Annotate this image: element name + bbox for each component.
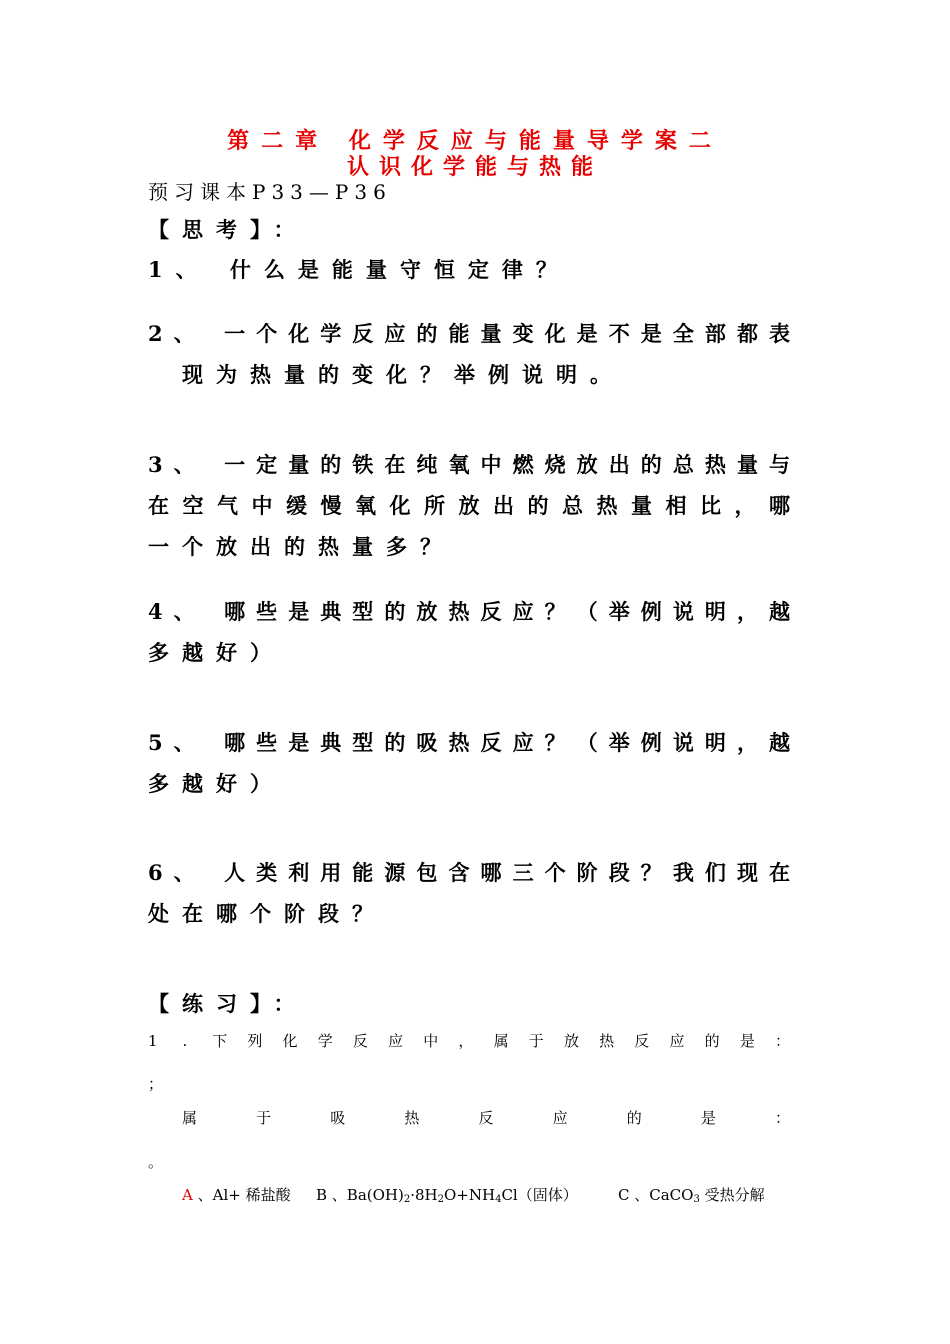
option-b-sub-2: 2 xyxy=(437,1194,444,1205)
question-5-line-1: 5、 哪些是典型的吸热反应？（举例说明，越 xyxy=(148,730,790,755)
question-1: 1、 什么是能量守恒定律？ xyxy=(148,257,570,282)
question-6-line-2: 处在哪个阶段？ xyxy=(148,901,386,926)
practice-1-line-2: ； xyxy=(148,1075,164,1093)
option-c-sub: 3 xyxy=(693,1194,700,1205)
option-c xyxy=(618,1184,765,1205)
option-a-letter: A xyxy=(182,1186,193,1204)
option-b-text-3: O+NH xyxy=(444,1186,496,1204)
question-4-line-1: 4、 哪些是典型的放热反应？（举例说明，越 xyxy=(148,599,790,624)
question-2-line-1: 2、 一个化学反应的能量变化是不是全部都表 xyxy=(148,321,790,346)
question-4-line-2: 多越好） xyxy=(148,640,284,665)
question-2-line-2: 现为热量的变化？举例说明。 xyxy=(182,362,624,387)
option-a-text: 、Al+ 稀盐酸 xyxy=(197,1186,291,1204)
option-b-text-4: Cl（固体） xyxy=(501,1186,578,1204)
practice-1-line-1: 1 . 下列化学反应中，属于放热反应的是： xyxy=(148,1032,790,1050)
question-6-line-1: 6、 人类利用能源包含哪三个阶段？我们现在 xyxy=(148,860,790,885)
thinking-heading: 【思考】： xyxy=(148,217,308,242)
option-a xyxy=(182,1184,291,1205)
practice-1-line-4: 。 xyxy=(148,1153,164,1171)
option-b xyxy=(316,1184,578,1205)
preview-line: 预习课本P33—P36 xyxy=(148,180,392,204)
option-b-text-1: B 、Ba(OH) xyxy=(316,1186,404,1204)
question-3-line-1: 3、 一定量的铁在纯氧中燃烧放出的总热量与 xyxy=(148,452,790,477)
practice-heading: 【练习】： xyxy=(148,991,308,1016)
option-b-text-2: ·8H xyxy=(410,1186,438,1204)
question-3-line-3: 一个放出的热量多？ xyxy=(148,534,454,559)
title-line-2: 认识化学能与热能 xyxy=(346,154,603,180)
option-c-text-1: C 、CaCO xyxy=(618,1186,694,1204)
practice-1-line-3: 属 于 吸 热 反 应 的 是 ： xyxy=(182,1109,790,1127)
question-5-line-2: 多越好） xyxy=(148,771,284,796)
question-3-line-2: 在空气中缓慢氧化所放出的总热量相比，哪 xyxy=(148,493,790,518)
option-b-sub-1: 2 xyxy=(403,1194,411,1205)
option-c-text-2: 受热分解 xyxy=(699,1186,765,1204)
title-line-1: 第二章 化学反应与能量导学案二 xyxy=(227,128,723,154)
option-b-sub-3: 4 xyxy=(495,1194,502,1205)
